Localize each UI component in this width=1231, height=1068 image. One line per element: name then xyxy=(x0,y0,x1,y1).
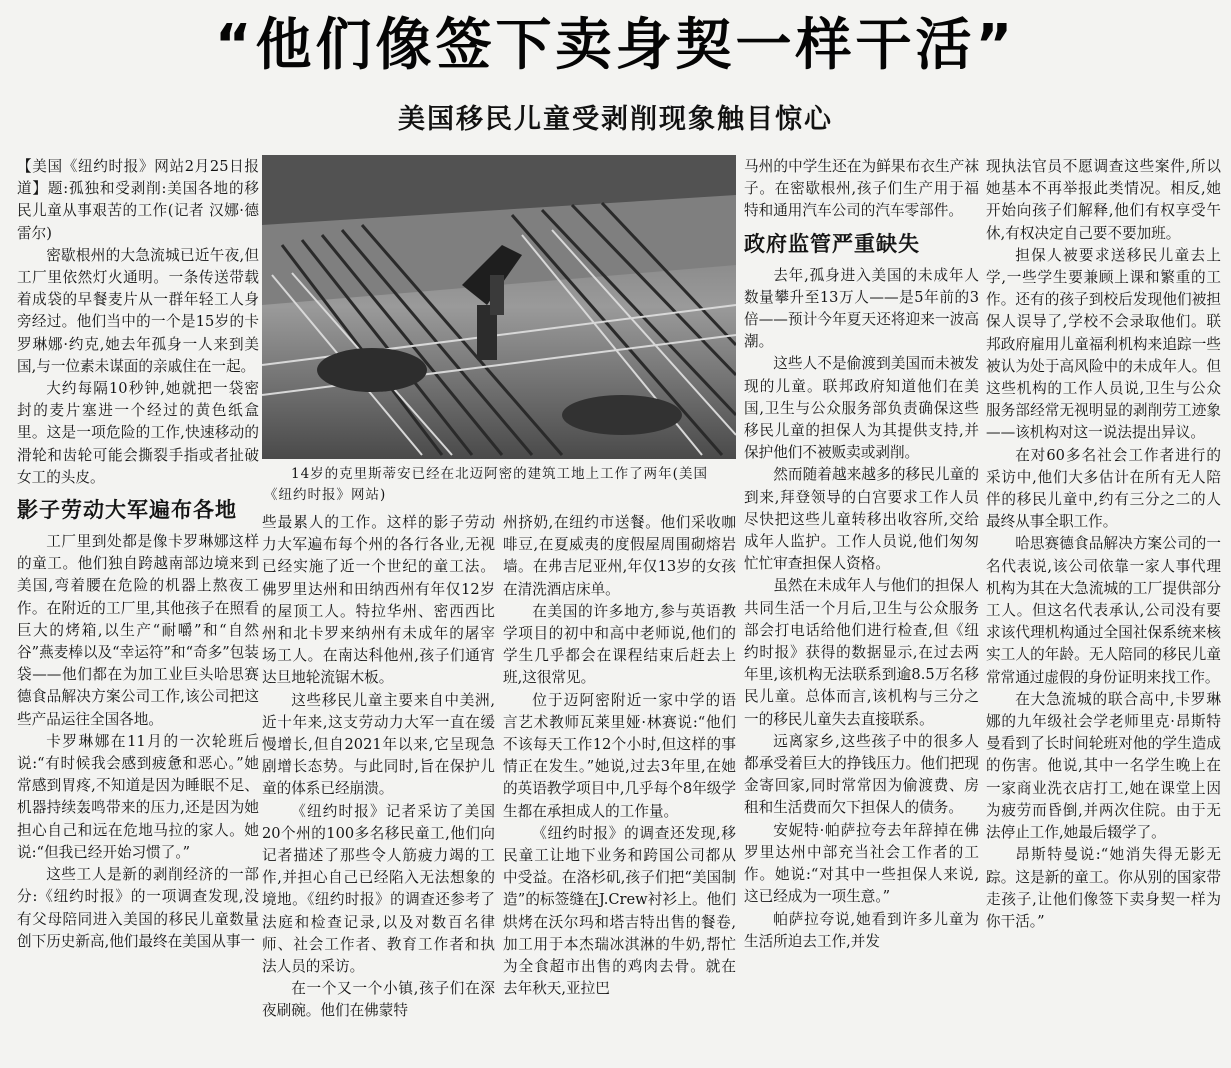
body-paragraph: 远离家乡,这些孩子中的很多人都承受着巨大的挣钱压力。他们把现金寄回家,同时常常因为偷渡费、房租和生活费而欠下担保人的债务。 xyxy=(744,732,979,817)
article-column-4 xyxy=(744,156,979,1061)
body-paragraph: 《纽约时报》记者采访了美国20个州的100多名移民童工,他们向记者描述了那些令人筋疲力竭的工作,并担心自己已经陷入无法想象的境地。《纽约时报》的调查还参考了法庭和检查记录,以及对数百名律师、社会工作者、教育工作者和执法人员的采访。 xyxy=(262,802,495,976)
photo-caption: 14岁的克里斯蒂安已经在北迈阿密的建筑工地上工作了两年(美国《纽约时报》网站) xyxy=(264,466,708,503)
body-paragraph: 担保人被要求送移民儿童去上学,一些学生要兼顾上课和繁重的工作。还有的孩子到校后发现他们被担保人误导了,学校不会录取他们。联邦政府雇用儿童福利机构来追踪一些被认为处于高风险中的未成年人。但这些机构的工作人员说,卫生与公众服务部经常无视明显的剥削劳工迹象——该机构对这一说法提出异议。 xyxy=(986,246,1221,442)
body-paragraph: 位于迈阿密附近一家中学的语言艺术教师瓦莱里娅·林赛说:“他们不该每天工作12个小时,但这样的事情正在发生。”她说,过去3年里,在她的英语教学项目中,几乎每个8年级学生都在承担成人的工作量。 xyxy=(503,691,736,820)
construction-site-image xyxy=(262,155,736,459)
body-paragraph: 昂斯特曼说:“她消失得无影无踪。这是新的童工。你从别的国家带走孩子,让他们像签下卖身契一样为你干活。” xyxy=(986,846,1221,930)
body-paragraph: 在大急流城的联合高中,卡罗琳娜的九年级社会学老师里克·昂斯特曼看到了长时间轮班对他的学生造成的伤害。他说,其中一名学生晚上在一家商业洗衣店打工,她在课堂上因为疲劳而昏倒,并两次住院。由于无法停止工作,她最后辍学了。 xyxy=(986,690,1221,842)
body-paragraph: 工厂里到处都是像卡罗琳娜这样的童工。他们独自跨越南部边境来到美国,弯着腰在危险的机器上熬夜工作。在附近的工厂里,其他孩子在照看巨大的烤箱,以生产“耐嚼”和“自然谷”燕麦棒以及“幸运符”和“奇多”包装袋——他们都在为加工业巨头哈思赛德食品解决方案公司工作,该公司把这些产品运往全国各地。 xyxy=(17,533,259,728)
dateline-paragraph: 【美国《纽约时报》网站2月25日报道】题:孤独和受剥削:美国各地的移民儿童从事艰苦的工作(记者 汉娜·德雷尔) xyxy=(17,158,259,242)
article-column-1 xyxy=(17,156,259,1061)
body-paragraph: 哈思赛德食品解决方案公司的一名代表说,该公司依靠一家人事代理机构为其在大急流城的工厂提供部分工人。但这名代表承认,公司没有要求该代理机构通过全国社保系统来核实工人的年龄。无人陪同的移民儿童常常通过虚假的身份证明来找工作。 xyxy=(986,535,1221,686)
body-paragraph: 去年,孤身进入美国的未成年人数量攀升至13万人——是5年前的3倍——预计今年夏天还将迎来一波高潮。 xyxy=(744,266,979,351)
article-subheadline: 美国移民儿童受剥削现象触目惊心 xyxy=(398,104,833,135)
body-paragraph: 这些工人是新的剥削经济的一部分:《纽约时报》的一项调查发现,没有父母陪同进入美国的移民儿童数量创下历史新高,他们最终在美国从事一 xyxy=(17,866,259,950)
body-paragraph: 现执法官员不愿调查这些案件,所以她基本不再举报此类情况。相反,她开始向孩子们解释,他们有权享受午休,有权决定自己要不要加班。 xyxy=(986,158,1221,242)
body-paragraph: 这些移民儿童主要来自中美洲,近十年来,这支劳动力大军一直在缓慢增长,但自2021年以来,它呈现急剧增长态势。与此同时,旨在保护儿童的体系已经崩溃。 xyxy=(262,691,495,798)
body-paragraph: 安妮特·帕萨拉夸去年辞掉在佛罗里达州中部充当社会工作者的工作。她说:“对其中一些担保人来说,这已经成为一项生意。” xyxy=(744,821,979,906)
body-paragraph: 些最累人的工作。这样的影子劳动力大军遍布每个州的各行各业,无视已经实施了近一个世纪的童工法。佛罗里达州和田纳西州有年仅12岁的屋顶工人。特拉华州、密西西比州和北卡罗来纳州有未成年的屠宰场工人。在南达科他州,孩子们通宵达旦地轮流锯木板。 xyxy=(262,514,495,687)
body-paragraph: 在美国的许多地方,参与英语教学项目的初中和高中老师说,他们的学生几乎都会在课程结束后赶去上班,这很常见。 xyxy=(503,602,736,687)
body-paragraph: 大约每隔10秒钟,她就把一袋密封的麦片塞进一个经过的黄色纸盒里。这是一项危险的工作,快速移动的滑轮和齿轮可能会撕裂手指或者扯破女工的头皮。 xyxy=(17,380,259,486)
body-paragraph: 《纽约时报》的调查还发现,移民童工让地下业务和跨国公司都从中受益。在洛杉矶,孩子们把“美国制造”的标签缝在J.Crew衬衫上。他们烘烤在沃尔玛和塔吉特出售的餐卷,加工用于本杰瑞冰淇淋的牛奶,帮忙为全食超市出售的鸡肉去骨。就在去年秋天,亚拉巴 xyxy=(503,824,736,998)
article-column-5 xyxy=(986,156,1221,1061)
section-heading: 政府监管严重缺失 xyxy=(744,231,920,256)
article-column-2 xyxy=(262,512,495,1062)
body-paragraph: 卡罗琳娜在11月的一次轮班后说:“有时候我会感到疲惫和恶心。”她常感到胃疼,不知道是因为睡眠不足、机器持续轰鸣带来的压力,还是因为她担心自己和远在危地马拉的家人。她说:“但我已经开始习惯了。” xyxy=(17,732,259,861)
section-heading: 影子劳动大军遍布各地 xyxy=(17,498,237,523)
body-paragraph: 马州的中学生还在为鲜果布衣生产袜子。在密歇根州,孩子们生产用于福特和通用汽车公司的汽车零部件。 xyxy=(744,158,979,220)
article-photo xyxy=(262,155,736,459)
body-paragraph: 然而随着越来越多的移民儿童的到来,拜登领导的白宫要求工作人员尽快把这些儿童转移出收容所,交给成年人监护。工作人员说,他们匆匆忙忙审查担保人资格。 xyxy=(744,466,979,573)
article-headline: “他们像签下卖身契一样干活” xyxy=(214,13,1017,78)
body-paragraph: 虽然在未成年人与他们的担保人共同生活一个月后,卫生与公众服务部会打电话给他们进行检查,但《纽约时报》获得的数据显示,在过去两年里,该机构无法联系到逾8.5万名移民儿童。总体而言,该机构与三分之一的移民儿童失去直接联系。 xyxy=(744,577,979,728)
body-paragraph: 帕萨拉夸说,她看到许多儿童为生活所迫去工作,并发 xyxy=(744,910,979,950)
body-paragraph: 在对60多名社会工作者进行的采访中,他们大多估计在所有无人陪伴的移民儿童中,约有三分之二的人最终从事全职工作。 xyxy=(986,446,1221,531)
body-paragraph: 密歇根州的大急流城已近午夜,但工厂里依然灯火通明。一条传送带载着成袋的早餐麦片从一群年轻工人身旁经过。他们当中的一个是15岁的卡罗琳娜·约克,她去年孤身一人来到美国,与一位素未谋面的亲戚住在一起。 xyxy=(17,246,259,375)
body-paragraph: 州挤奶,在纽约市送餐。他们采收咖啡豆,在夏威夷的度假屋周围砌熔岩墙。在弗吉尼亚州,年仅13岁的女孩在清洗酒店床单。 xyxy=(503,514,736,598)
body-paragraph: 在一个又一个小镇,孩子们在深夜刷碗。他们在佛蒙特 xyxy=(262,980,495,1020)
article-column-3 xyxy=(503,512,736,1062)
body-paragraph: 这些人不是偷渡到美国而未被发现的儿童。联邦政府知道他们在美国,卫生与公众服务部负责确保这些移民儿童的担保人为其提供支持,并保护他们不被贩卖或剥削。 xyxy=(744,355,979,462)
